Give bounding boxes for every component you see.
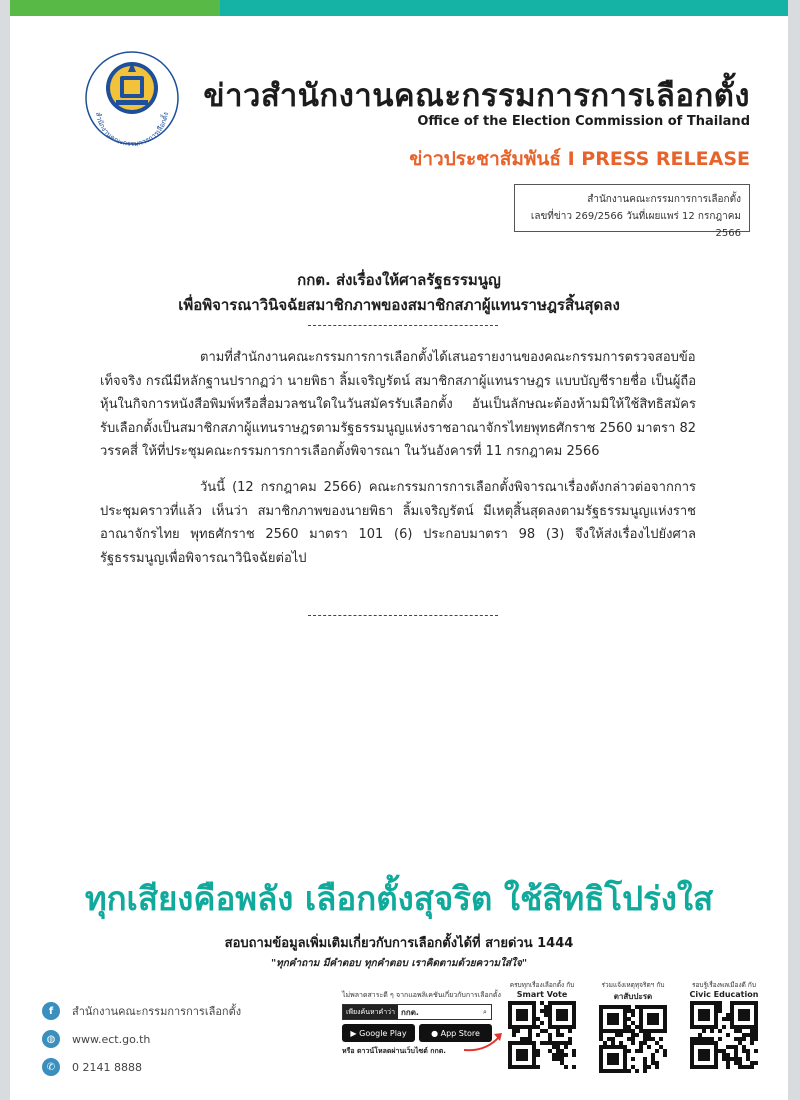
info-office: สำนักงานคณะกรรมการการเลือกตั้ง <box>587 194 741 205</box>
apple-icon: ● <box>431 1028 439 1038</box>
seal-text: สำนักงานคณะกรรมการการเลือกตั้ง <box>93 111 170 149</box>
info-news-number-date: เลขที่ข่าว 269/2566 วันที่เผยแพร่ 12 กรกฎาคม 2566 <box>530 211 741 239</box>
app-search-label: เพียงค้นหาคำว่า <box>343 1005 398 1019</box>
footer-slogan: ทุกเสียงคือพลัง เลือกตั้งสุจริต ใช้สิทธิโปร่งใส <box>84 879 714 918</box>
arrow-icon <box>462 1028 506 1054</box>
press-release-sheet <box>10 0 788 1100</box>
headline-line-2: เพื่อพิจารณาวินิจฉัยสมาชิกภาพของสมาชิกสภาผู้แทนราษฎรสิ้นสุดลง <box>178 296 620 314</box>
top-color-bar <box>10 0 788 16</box>
app-store-badge[interactable]: ● App Store <box>419 1024 492 1042</box>
app-search-value: กกต. <box>401 1007 419 1017</box>
news-info-box <box>514 184 750 239</box>
qr-code-icon <box>599 1005 667 1073</box>
press-release-label: ข่าวประชาสัมพันธ์ I PRESS RELEASE <box>409 148 750 170</box>
body-paragraph-2: วันนี้ (12 กรกฎาคม 2566) คณะกรรมการการเลือกตั้งพิจารณาเรื่องดังกล่าวต่อจากการประชุมคราวที่แล้ว เห็นว่า สมาชิกภาพของนายพิธา ลิ้มเจริญรัตน์ มีเหตุสิ้นสุดลงตามรัฐธรรมนูญแห่งราชอาณาจักรไทย พุทธศักราช 2560 มาตรา 101 (6) ประกอบมาตรา 98 (3) จึงให้ส่งเรื่องไปยังศาลรัฐธรรมนูญเพื่อพิจารณาวินิจฉัยต่อไป <box>100 480 696 566</box>
divider-top <box>308 325 498 326</box>
body-paragraph-1: ตามที่สำนักงานคณะกรรมการการเลือกตั้งได้เสนอรายงานของคณะกรรมการตรวจสอบข้อเท็จจริง กรณีมีหลักฐานปรากฏว่า นายพิธา ลิ้มเจริญรัตน์ สมาชิกสภาผู้แทนราษฎร แบบบัญชีรายชื่อ เป็นผู้ถือหุ้นในกิจการหนังสือพิมพ์หรือสื่อมวลชนใดในวันสมัครรับเลือกตั้ง อันเป็นลักษณะต้องห้ามมิให้ใช้สิทธิสมัครรับเลือกตั้งเป็นสมาชิกสภาผู้แทนราษฎรตามรัฐธรรมนูญแห่งราชอาณาจักรไทยพุทธศักราช 2560 มาตรา 82 วรรคสี่ ให้ที่ประชุมคณะกรรมการการเลือกตั้งพิจารณา ในวันอังคารที่ 11 กรกฎาคม 2566 <box>100 350 696 459</box>
facebook-icon: f <box>42 1002 60 1020</box>
header-title-english: Office of the Election Commission of Thailand <box>417 114 750 129</box>
contact-phone[interactable] <box>42 1058 142 1076</box>
hotline-text: สอบถามข้อมูลเพิ่มเติมเกี่ยวกับการเลือกตั้งได้ที่ สายด่วน 1444 <box>224 936 574 951</box>
app-search-box <box>342 1004 492 1020</box>
qr-code-icon <box>690 1001 758 1069</box>
google-play-badge[interactable]: ▶ Google Play <box>342 1024 415 1042</box>
qr-smart-vote[interactable]: ครบทุกเรื่องเลือกตั้ง กับ Smart Vote <box>504 980 580 1069</box>
contact-facebook[interactable] <box>42 1002 241 1020</box>
contact-website[interactable] <box>42 1030 150 1048</box>
headline-line-1: กกต. ส่งเรื่องให้ศาลรัฐธรรมนูญ <box>297 271 501 289</box>
phone-icon: ✆ <box>42 1058 60 1076</box>
contact-facebook-text: สำนักงานคณะกรรมการการเลือกตั้ง <box>72 1005 242 1018</box>
divider-bottom <box>308 615 498 616</box>
search-icon: ⌕ <box>483 1007 487 1016</box>
qr-report-fraud[interactable]: ร่วมแจ้งเหตุทุจริตฯ กับ ตาสับปะรด <box>595 980 671 1073</box>
app-intro-text: ไม่พลาดสาระดี ๆ จากแอพลิเคชันเกี่ยวกับการเลือกตั้ง <box>342 991 501 999</box>
contact-website-text: www.ect.go.th <box>72 1032 151 1046</box>
header-title-thai: ข่าวสำนักงานคณะกรรมการการเลือกตั้ง <box>203 78 750 114</box>
qr-civic-education[interactable]: รอบรู้เรื่องพลเมืองดี กับ Civic Education <box>686 980 762 1069</box>
hotline-quote: "ทุกคำถาม มีคำตอบ ทุกคำตอบ เราคิดตามด้วยความใส่ใจ" <box>270 958 528 969</box>
ect-seal-logo <box>76 48 188 160</box>
download-web-text: หรือ ดาวน์โหลดผ่านเว็บไซต์ กกต. <box>342 1047 446 1055</box>
qr-code-icon <box>508 1001 576 1069</box>
contact-phone-text: 0 2141 8888 <box>72 1060 142 1074</box>
globe-icon: ◍ <box>42 1030 60 1048</box>
